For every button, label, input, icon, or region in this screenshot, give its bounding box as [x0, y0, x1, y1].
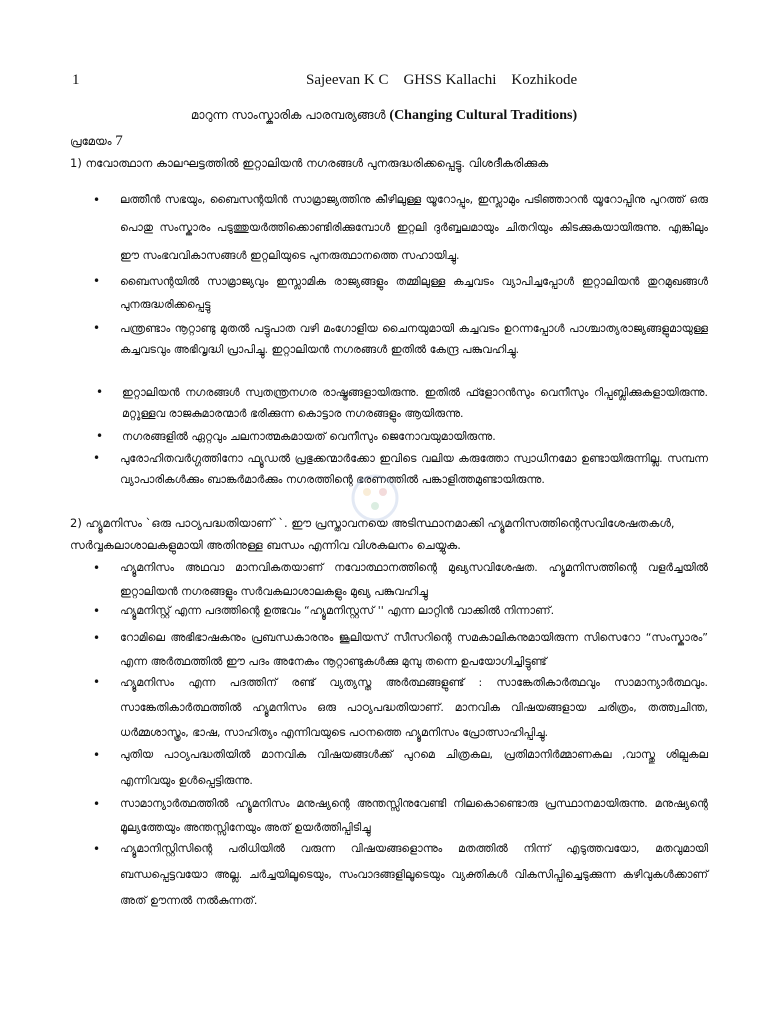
list-item: • ഹ്യൂമനിസം എന്ന പദത്തിന് രണ്ട് വ്യത്യസ്ത അർത്ഥങ്ങളുണ്ട് : സാങ്കേതികാർത്ഥവും സാമാന്യാർത്ഥവും. സാങ്കേതികാർത്ഥത്തിൽ ഹ്യൂമനിസം ഒരു പാഠ്യപദ്ധതിയാണ്. മാനവിക വിഷയങ്ങളായ ചരിത്രം, തത്ത്വചിന്ത, ധർമ്മശാസ്ത്രം, ഭാഷ, സാഹിത്യം എന്നിവയുടെ പഠനത്തെ ഹ്യൂമനിസം പ്രോത്സാഹിപ്പിച്ചു. [90, 670, 708, 745]
answer-list-2g [90, 836, 708, 914]
title-english: (Changing Cultural Traditions) [389, 108, 578, 123]
answer-list-1d [90, 382, 708, 424]
bullet-icon: • [93, 451, 101, 465]
bullet-icon: • [93, 675, 101, 689]
answer-list-2d [90, 670, 708, 745]
author-line: Sajeevan K C GHSS Kallachi Kozhikode [306, 72, 578, 88]
answer-list-1e [90, 426, 708, 447]
topic-heading [70, 133, 123, 150]
list-item: • ഹ്യൂമനിസം അഥവാ മാനവികതയാണ് നവോത്ഥാനത്തിന്റെ മുഖ്യസവിശേഷത. ഹ്യൂമനിസത്തിന്റെ വളർച്ചയിൽ ഇറ്റാലിയൻ നഗരങ്ങളും സർവകലാശാലകളും മുഖ്യ പങ്കുവഹിച്ചു [90, 556, 708, 604]
question-2: 2) ഹ്യൂമനിസം `ഒരു പാഠ്യപദ്ധതിയാണ്``. ഈ പ്രസ്താവനയെ അടിസ്ഥാനമാക്കി ഹ്യൂമനിസത്തിന്റെസവിശേഷതകൾ, സർവ്വകലാശാലകളുമായി അതിനുള്ള ബന്ധം എന്നിവ വിശകലനം ചെയ്യുക. [70, 516, 675, 552]
answer-list-2f [90, 792, 708, 840]
list-item: • നഗരങ്ങളിൽ ഏറ്റവും ചലനാത്മകമായത് വെനീസും ജെനോവയുമായിരുന്നു. [90, 426, 708, 447]
list-item: • പുരോഹിതവർഗ്ഗത്തിനോ ഫ്യൂഡൽ പ്രഭുക്കന്മാർക്കോ ഇവിടെ വലിയ കരുത്തോ സ്വാധീനമോ ഉണ്ടായിരുന്നില്ല. സമ്പന്ന വ്യാപാരികൾക്കും ബാങ്കർമാർക്കും നഗരത്തിന്റെ ഭരണത്തിൽ പങ്കാളിത്തമുണ്ടായിരുന്നു. [90, 448, 708, 490]
list-item: • ഹ്യൂമാനിസ്റ്റിസിന്റെ പരിധിയിൽ വരുന്ന വിഷയങ്ങളൊന്നും മതത്തിൽ നിന്ന് എടുത്തവയോ, മതവുമായി ബന്ധപ്പെട്ടവയോ അല്ല. ചർച്ചയിലൂടെയും, സംവാദങ്ങളിലൂടെയും വ്യക്തികൾ വികസിപ്പിച്ചെടുക്കുന്ന കഴിവുകൾക്കാണ് അത് ഊന്നൽ നൽകുന്നത്. [90, 836, 708, 914]
answer-list-2 [90, 556, 708, 604]
bullet-icon: • [93, 842, 101, 856]
title-malayalam: മാറുന്ന സാംസ്കാരിക പാരമ്പര്യങ്ങൾ [190, 108, 390, 122]
page-header [72, 72, 696, 92]
answer-list-1c [90, 318, 708, 360]
topic-label: പ്രമേയം [70, 134, 116, 148]
bullet-icon: • [93, 797, 101, 811]
bullet-icon: • [93, 193, 101, 207]
bullet-icon: • [93, 604, 101, 618]
list-item: • ബൈസന്റയിൽ സാമ്രാജ്യവും ഇസ്ലാമിക രാജ്യങ്ങളും തമ്മിലുള്ള കച്ചവടം വ്യാപിച്ചപ്പോൾ ഇറ്റാലിയൻ തുറമുഖങ്ങൾ പുനരുദ്ധരിക്കപ്പെട്ടു [90, 270, 708, 316]
list-item: • ഹ്യൂമനിസ്റ്റ് എന്ന പദത്തിന്റെ ഉത്ഭവം “ഹ്യൂമനിസ്റ്റസ് '' എന്ന ലാറ്റിൻ വാക്കിൽ നിന്നാണ്. [90, 600, 708, 622]
answer-list-1b [90, 270, 708, 316]
answer-list-2e [90, 742, 708, 794]
list-item: • ഇറ്റാലിയൻ നഗരങ്ങൾ സ്വതന്ത്രനഗര രാഷ്ട്രങ്ങളായിരുന്നു. ഇതിൽ ഫ്ളോറൻസും വെനീസും റിപ്പബ്ലിക്കുകളായിരുന്നു. മറ്റുള്ളവ രാജകുമാരന്മാർ ഭരിക്കുന്ന കൊട്ടാര നഗരങ്ങളും ആയിരുന്നു. [90, 382, 708, 424]
list-item: • പന്ത്രണ്ടാം നൂറ്റാണ്ടു മുതൽ പട്ടുപാത വഴി മംഗോളിയ ചൈനയുമായി കച്ചവടം ഉറന്നപ്പോൾ പാശ്ചാത്യരാജ്യങ്ങളുമായുള്ള കച്ചവടവും അഭിവൃദ്ധി പ്രാപിച്ചു. ഇറ്റാലിയൻ നഗരങ്ങൾ ഇതിൽ കേന്ദ്ര പങ്കുവഹിച്ചു. [90, 318, 708, 360]
bullet-icon: • [93, 274, 101, 288]
topic-number: 7 [115, 133, 123, 149]
bullet-icon: • [93, 561, 101, 575]
list-item: • പുതിയ പാഠ്യപദ്ധതിയിൽ മാനവിക വിഷയങ്ങൾക്ക് പുറമെ ചിത്രകല, പ്രതിമാനിർമ്മാണകല ,വാസ്തു ശില്പകല എന്നിവയും ഉൾപ്പെട്ടിരുന്നു. [90, 742, 708, 794]
answer-list-2c [90, 626, 708, 674]
list-item: • സാമാന്യാർത്ഥത്തിൽ ഹ്യൂമനിസം മനുഷ്യന്റെ അന്തസ്സിനുവേണ്ടി നിലകൊണ്ടൊരു പ്രസ്ഥാനമായിരുന്നു. മനുഷ്യന്റെ മൂല്യത്തേയും അന്തസ്സിനേയും അത് ഉയർത്തിപ്പിടിച്ചു [90, 792, 708, 840]
bullet-icon: • [93, 631, 101, 645]
bullet-icon: • [96, 385, 104, 399]
list-item: • ലത്തീൻ സഭയും, ബൈസന്റയിൻ സാമ്രാജ്യത്തിനു കീഴിലുള്ള യൂറോപ്പും, ഇസ്ലാമും പടിഞ്ഞാറൻ യൂറോപ്പിനു പുറത്ത് ഒരു പൊതു സംസ്കാരം പടുത്തുയർത്തിക്കൊണ്ടിരിക്കുമ്പോൾ ഇറ്റലി ദുർബ്ബലമായും ചിതറിയും കിടക്കുകയായിരുന്നു. എങ്കിലും ഈ സംഭവവികാസങ്ങൾ ഇറ്റലിയുടെ പുനരുത്ഥാനത്തെ സഹായിച്ചു. [90, 186, 708, 270]
bullet-icon: • [93, 748, 101, 762]
list-item: • റോമിലെ അഭിഭാഷകനും പ്രബന്ധകാരനും ജൂലിയസ് സീസറിന്റെ സമകാലികനുമായിരുന്ന സിസെറോ “സംസ്കാരം” എന്ന അർത്ഥത്തിൽ ഈ പദം അനേകം നൂറ്റാണ്ടുകൾക്കു മുമ്പു തന്നെ ഉപയോഗിച്ചിട്ടുണ്ട് [90, 626, 708, 674]
answer-list-2b [90, 600, 708, 622]
answer-list-1 [90, 186, 708, 270]
bullet-icon: • [93, 321, 101, 335]
question-1: 1) നവോത്ഥാന കാലഘട്ടത്തിൽ ഇറ്റാലിയൻ നഗരങ്ങൾ പുനരുദ്ധരിക്കപ്പെട്ടു. വിശദീകരിക്കുക [70, 156, 549, 170]
page-number: 1 [72, 72, 80, 88]
document-title [72, 108, 696, 124]
bullet-icon: • [96, 429, 104, 443]
